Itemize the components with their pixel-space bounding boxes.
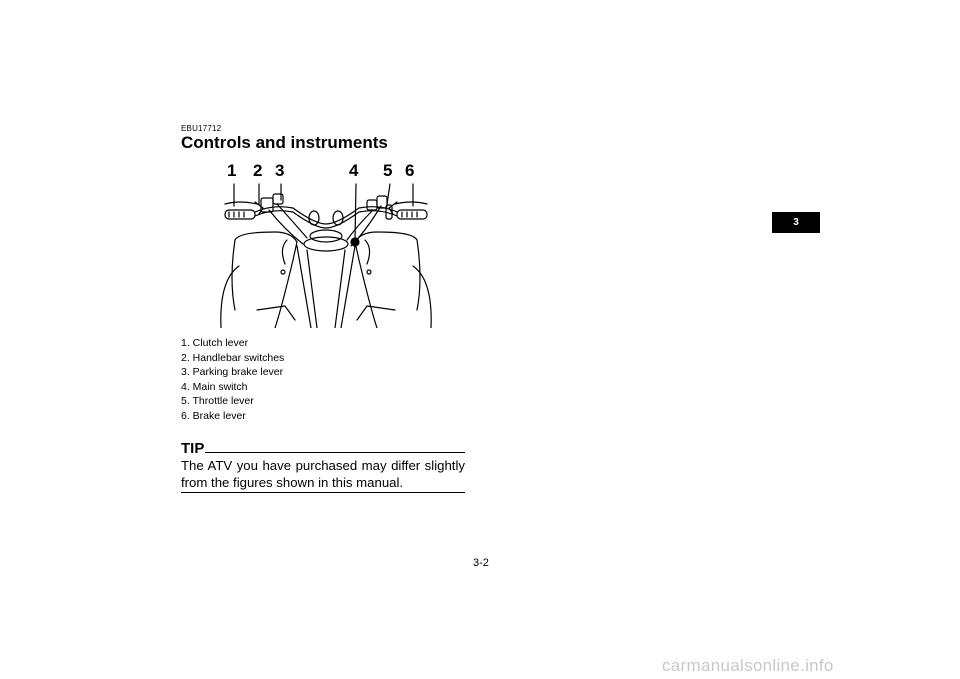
tip-heading: TIP <box>181 440 205 457</box>
callout-1: 1 <box>227 161 237 180</box>
section-code: EBU17712 <box>181 124 222 133</box>
caption-item: 5. Throttle lever <box>181 395 254 407</box>
callout-6: 6 <box>405 161 415 180</box>
callout-3: 3 <box>275 161 285 180</box>
callout-2: 2 <box>253 161 263 180</box>
chapter-tab: 3 <box>772 212 820 233</box>
caption-item: 4. Main switch <box>181 380 248 393</box>
callout-5: 5 <box>383 161 393 180</box>
watermark: carmanualsonline.info <box>662 656 834 675</box>
callout-4: 4 <box>349 161 359 180</box>
caption-item: 2. Handlebar switches <box>181 351 285 364</box>
caption-item: 3. Parking brake lever <box>181 366 284 378</box>
tip-divider-top <box>205 452 465 453</box>
page-title: Controls and instruments <box>181 133 388 152</box>
caption-item: 1. Clutch lever <box>181 337 249 349</box>
page-number: 3-2 <box>473 557 489 569</box>
figure-captions <box>181 336 284 423</box>
atv-handlebar-illustration <box>215 160 437 328</box>
tip-text: The ATV you have purchased may differ slightly from the figures shown in this manual. <box>181 458 465 490</box>
caption-item: 6. Brake lever <box>181 409 246 422</box>
tip-divider-bottom <box>181 492 465 493</box>
